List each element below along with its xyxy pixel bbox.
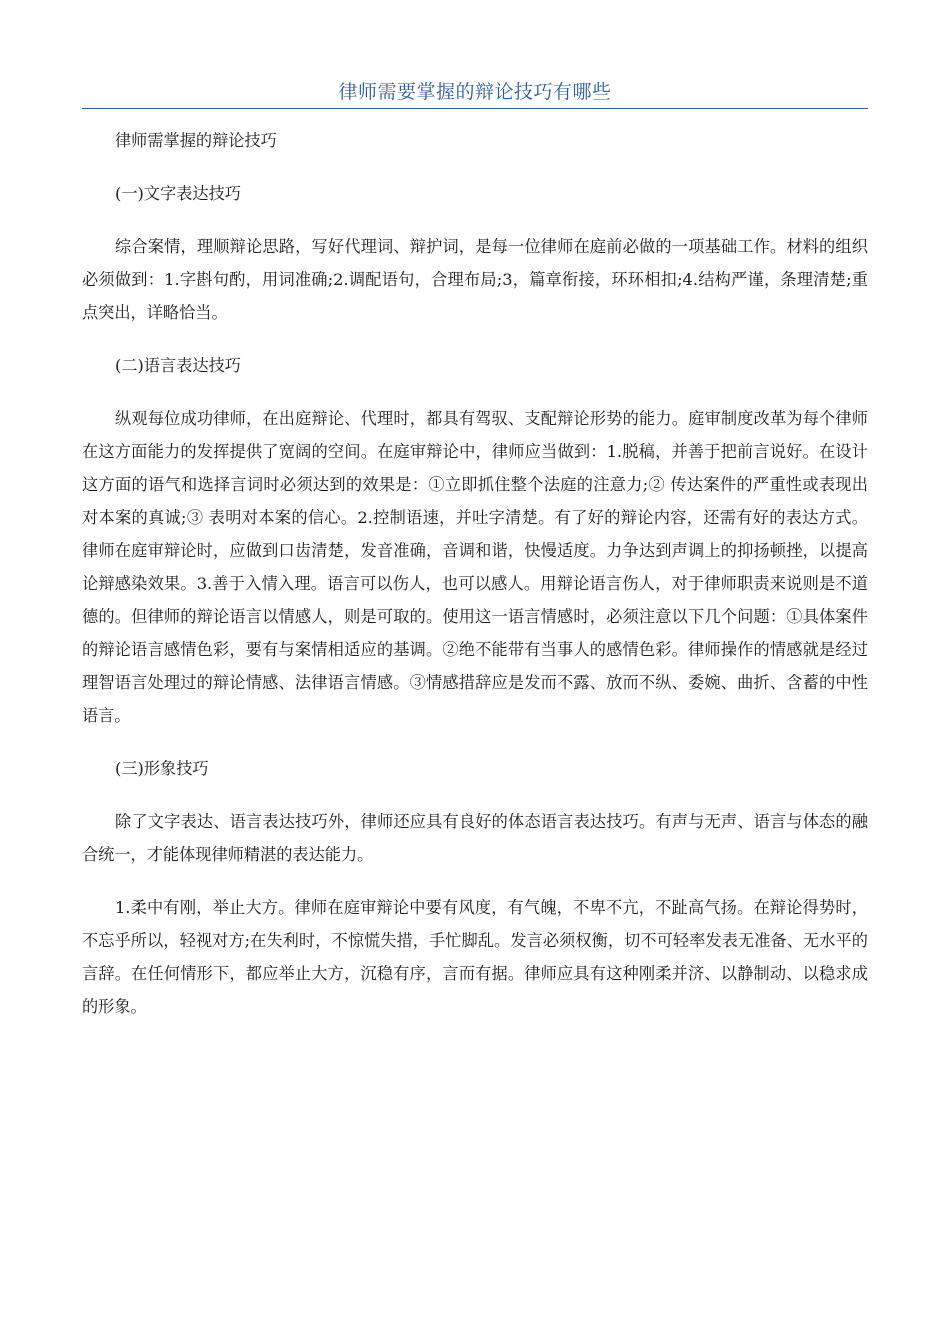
intro-heading: 律师需掌握的辩论技巧 <box>115 131 277 150</box>
section-heading-image-skills: (三)形象技巧 <box>115 759 209 778</box>
header-divider <box>82 108 868 109</box>
paragraph-text-skills: 综合案情，理顺辩论思路，写好代理词、辩护词，是每一位律师在庭前必做的一项基础工作。材料的组织必须做到：1.字斟句酌，用词准确;2.调配语句，合理布局;3，篇章衔接，环环相扣;4.结构严谨，条理清楚;重点突出，详略恰当。 <box>82 237 868 322</box>
document-body <box>82 124 868 1043</box>
section-heading-language-skills: (二)语言表达技巧 <box>115 356 241 375</box>
section-heading-text-skills: (一)文字表达技巧 <box>115 184 241 203</box>
paragraph-language-skills: 纵观每位成功律师，在出庭辩论、代理时，都具有驾驭、支配辩论形势的能力。庭审制度改革为每个律师在这方面能力的发挥提供了宽阔的空间。在庭审辩论中，律师应当做到：1.脱稿，并善于把前言说好。在设计这方面的语气和选择言词时必须达到的效果是：①立即抓住整个法庭的注意力;② 传达案件的严重性或表现出对本案的真诚;③ 表明对本案的信心。2.控制语速，并吐字清楚。有了好的辩论内容，还需有好的表达方式。律师在庭审辩论时，应做到口齿清楚，发音准确，音调和谐，快慢适度。力争达到声调上的抑扬顿挫，以提高论辩感染效果。3.善于入情入理。语言可以伤人，也可以感人。用辩论语言伤人，对于律师职责来说则是不道德的。但律师的辩论语言以情感人，则是可取的。使用这一语言情感时，必须注意以下几个问题：①具体案件的辩论语言感情色彩，要有与案情相适应的基调。②绝不能带有当事人的感情色彩。律师操作的情感就是经过理智语言处理过的辩论情感、法律语言情感。③情感措辞应是发而不露、放而不纵、委婉、曲折、含蓄的中性语言。 <box>82 409 868 725</box>
paragraph-demeanor: 1.柔中有刚，举止大方。律师在庭审辩论中要有风度，有气魄，不卑不亢，不趾高气扬。在辩论得势时，不忘乎所以，轻视对方;在失利时，不惊慌失措，手忙脚乱。发言必须权衡，切不可轻率发表无准备、无水平的言辞。在任何情形下，都应举止大方，沉稳有序，言而有据。律师应具有这种刚柔并济、以静制动、以稳求成的形象。 <box>82 898 868 1016</box>
page-header-title: 律师需要掌握的辩论技巧有哪些 <box>338 81 612 103</box>
paragraph-image-skills: 除了文字表达、语言表达技巧外，律师还应具有良好的体态语言表达技巧。有声与无声、语言与体态的融合统一，才能体现律师精湛的表达能力。 <box>82 812 868 864</box>
